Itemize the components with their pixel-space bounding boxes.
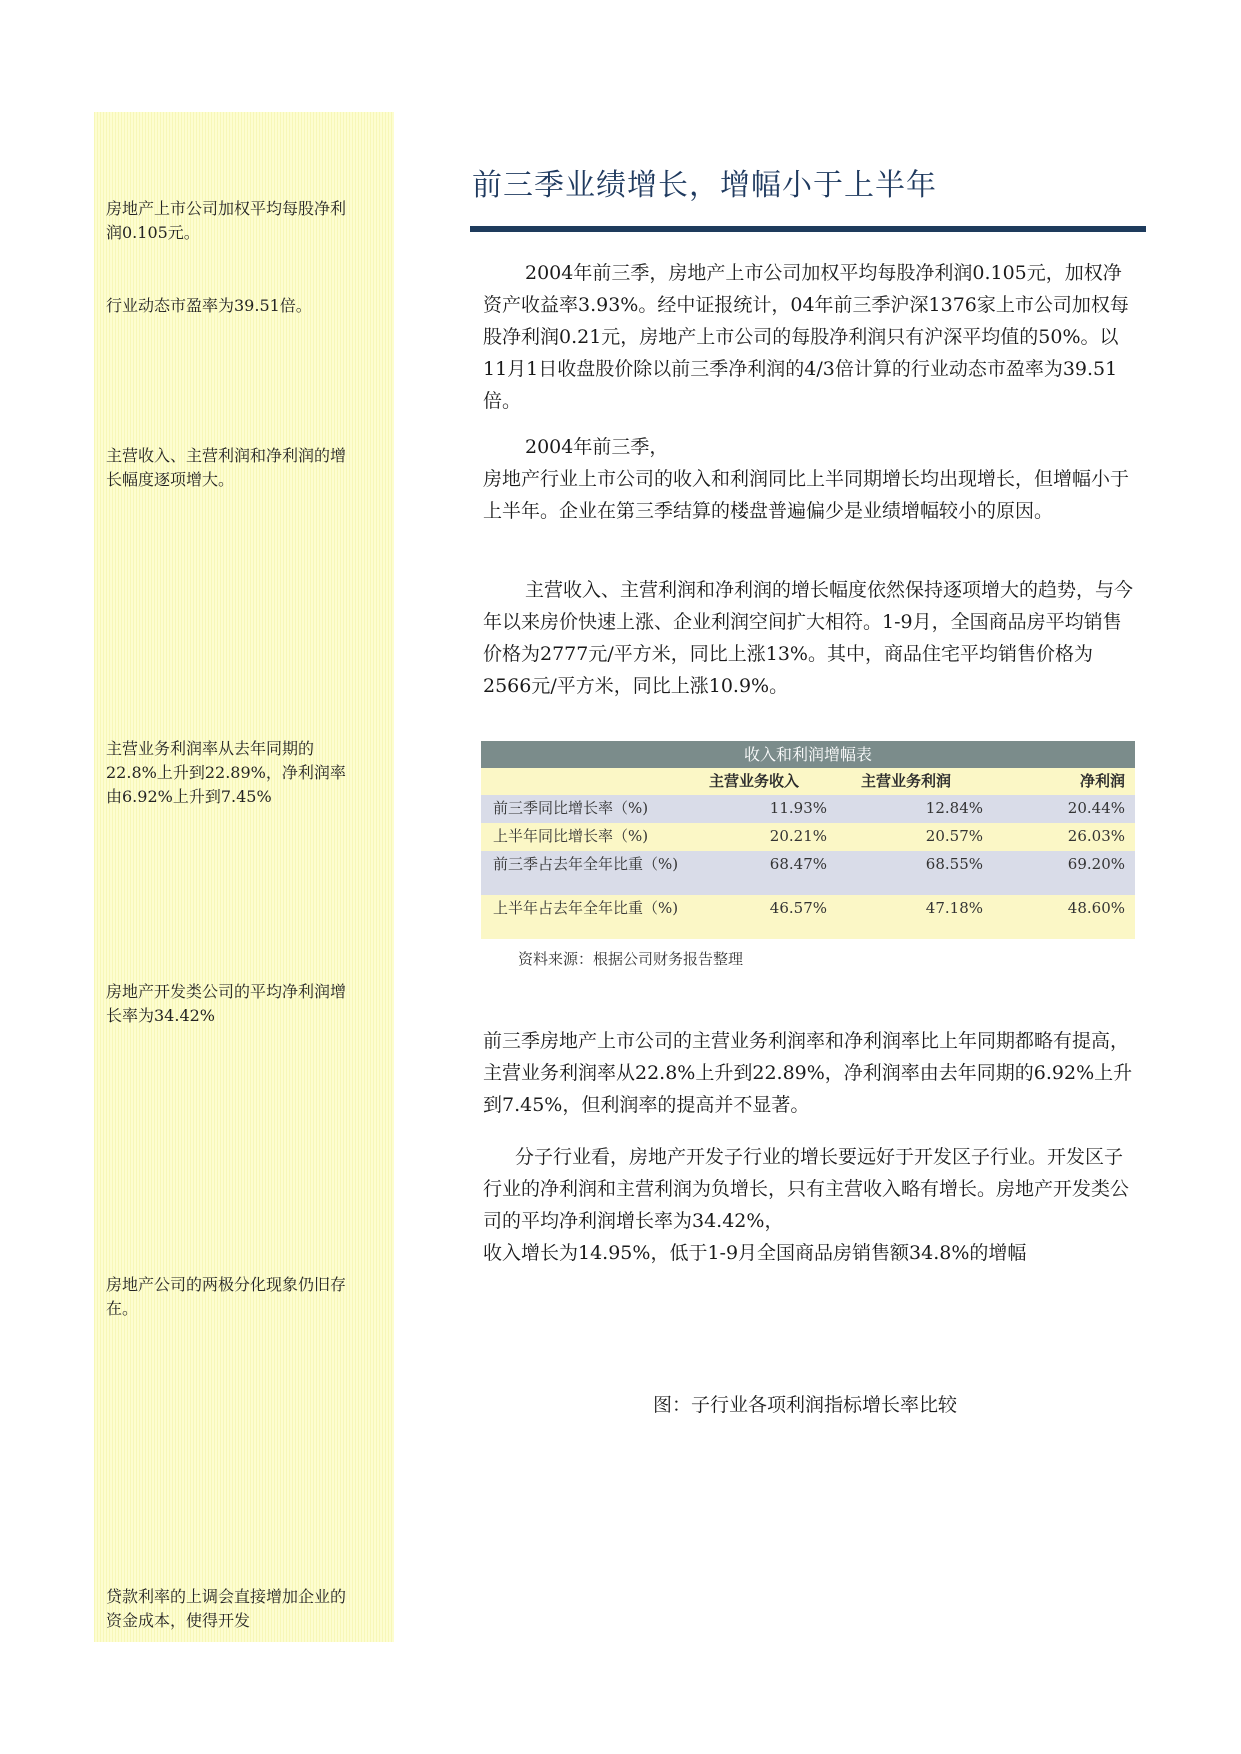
title-divider xyxy=(470,226,1146,232)
sidebar-note-dev: 房地产开发类公司的平均净利润增长率为34.42% xyxy=(106,982,347,1025)
table-header-cell: 主营业务收入 xyxy=(708,772,799,790)
table-cell: 前三季同比增长率（%) xyxy=(493,799,649,817)
sidebar-note-polarization: 房地产公司的两极分化现象仍旧存在。 xyxy=(106,1275,347,1318)
table-row xyxy=(481,851,1135,895)
table-cell: 11.93% xyxy=(769,799,827,817)
table-cell: 20.57% xyxy=(925,827,983,845)
growth-table xyxy=(481,741,1135,939)
paragraph-trend: 主营收入、主营利润和净利润的增长幅度依然保持逐项增大的趋势，与今年以来房价快速上涨、企业利润空间扩大相符。1-9月，全国商品房平均销售价格为2777元/平方米，同比上涨13%。其中，商品住宅平均销售价格为2566元/平方米，同比上涨10.9%。 xyxy=(483,579,1134,697)
paragraph-subsectors: 分子行业看，房地产开发子行业的增长要远好于开发区子行业。开发区子行业的净利润和主营利润为负增长，只有主营收入略有增长。房地产开发类公司的平均净利润增长率为34.42%， xyxy=(483,1146,1130,1232)
table-cell: 68.47% xyxy=(769,855,827,873)
paragraph-eps: 2004年前三季，房地产上市公司加权平均每股净利润0.105元，加权净资产收益率3.93%。经中证报统计，04年前三季沪深1376家上市公司加权每股净利润0.21元，房地产上市公司的每股净利润只有沪深平均值的50%。以11月1日收盘股价除以前三季净利润的4/3倍计算的行业动态市盈率为39.51倍。 xyxy=(483,262,1129,412)
table-cell: 上半年同比增长率（%) xyxy=(493,827,649,845)
paragraph-growth: 房地产行业上市公司的收入和利润同比上半同期增长均出现增长，但增幅小于上半年。企业在第三季结算的楼盘普遍偏少是业绩增幅较小的原因。 xyxy=(483,468,1130,522)
sidebar-note-pe: 行业动态市盈率为39.51倍。 xyxy=(106,296,312,315)
paragraph-revenue: 收入增长为14.95%，低于1-9月全国商品房销售额34.8%的增幅 xyxy=(483,1242,1027,1264)
page-title: 前三季业绩增长，增幅小于上半年 xyxy=(472,168,937,203)
table-cell: 68.55% xyxy=(925,855,983,873)
table-cell: 前三季占去年全年比重（%) xyxy=(493,855,679,873)
table-header-cell: 主营业务利润 xyxy=(860,772,951,790)
paragraph-intro: 2004年前三季， xyxy=(525,436,669,458)
table-source: 资料来源：根据公司财务报告整理 xyxy=(518,950,744,968)
table-row xyxy=(481,823,1135,851)
sidebar xyxy=(94,112,394,1642)
table-cell: 上半年占去年全年比重（%) xyxy=(493,899,679,917)
sidebar-note-eps: 房地产上市公司加权平均每股净利润0.105元。 xyxy=(106,199,347,242)
table-cell: 20.44% xyxy=(1067,799,1125,817)
sidebar-note-margin: 主营业务利润率从去年同期的22.8%上升到22.89%，净利润率由6.92%上升到7.45% xyxy=(106,739,346,806)
table-cell: 47.18% xyxy=(925,899,983,917)
table-row xyxy=(481,795,1135,823)
table-header-cell: 净利润 xyxy=(1079,772,1125,790)
table-cell: 48.60% xyxy=(1067,899,1125,917)
table-header-cell xyxy=(481,768,681,795)
table-cell: 26.03% xyxy=(1067,827,1125,845)
table-cell: 46.57% xyxy=(769,899,827,917)
table-caption: 收入和利润增幅表 xyxy=(481,741,1135,768)
table-row xyxy=(481,895,1135,939)
table-cell: 12.84% xyxy=(925,799,983,817)
sidebar-note-interest: 贷款利率的上调会直接增加企业的资金成本，使得开发 xyxy=(106,1587,347,1630)
paragraph-margins: 前三季房地产上市公司的主营业务利润率和净利润率比上年同期都略有提高，主营业务利润率从22.8%上升到22.89%，净利润率由去年同期的6.92%上升到7.45%，但利润率的提高并不显著。 xyxy=(483,1030,1133,1116)
table-cell: 69.20% xyxy=(1067,855,1125,873)
table-header-row xyxy=(481,768,1135,795)
sidebar-note-growth: 主营收入、主营利润和净利润的增长幅度逐项增大。 xyxy=(106,446,347,489)
figure-caption: 图：子行业各项利润指标增长率比较 xyxy=(653,1394,958,1416)
table-cell: 20.21% xyxy=(769,827,827,845)
